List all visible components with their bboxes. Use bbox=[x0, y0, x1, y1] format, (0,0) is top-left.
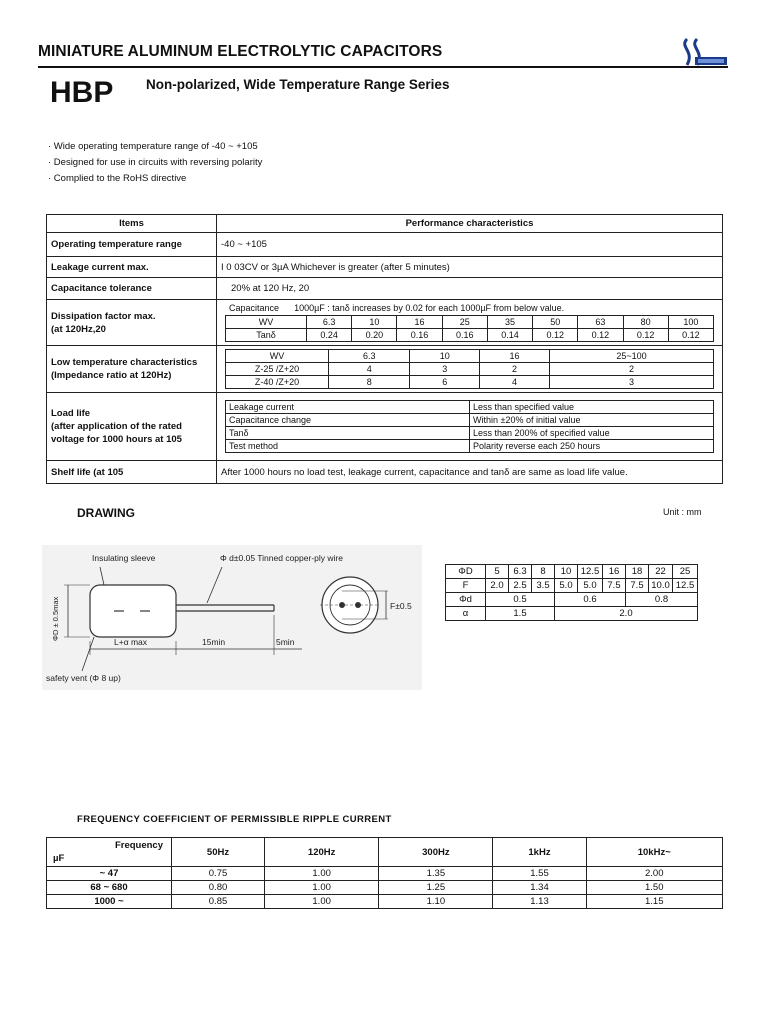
ripple-cell: 1.00 bbox=[265, 881, 379, 895]
range-label: ~ 47 bbox=[47, 867, 172, 881]
wv-cell: 25~100 bbox=[549, 350, 713, 363]
loadlife-table bbox=[225, 400, 714, 453]
loadlife-spec: Less than specified value bbox=[470, 401, 714, 414]
dim-cell: 16 bbox=[603, 565, 626, 579]
z40-label: Z-40 /Z+20 bbox=[226, 376, 329, 389]
series-code: HBP bbox=[50, 76, 114, 109]
tan-cell: 0.12 bbox=[578, 328, 623, 341]
capacitor-body bbox=[90, 585, 176, 637]
loadlife-item: Test method bbox=[226, 440, 470, 453]
cap-tol-label: Capacitance tolerance bbox=[47, 278, 217, 300]
dim-cell: 2.0 bbox=[555, 607, 698, 621]
freq-header: 300Hz bbox=[379, 838, 493, 867]
feature-list bbox=[48, 139, 262, 187]
z40-cell: 6 bbox=[410, 376, 480, 389]
z25-cell: 3 bbox=[410, 363, 480, 376]
unit-label: Unit : mm bbox=[663, 507, 702, 517]
ripple-cell: 0.80 bbox=[172, 881, 265, 895]
ripple-cell: 0.85 bbox=[172, 895, 265, 909]
wv-cell: 10 bbox=[352, 315, 397, 328]
dissipation-label-line: Dissipation factor max. bbox=[51, 310, 156, 322]
wv-cell: 25 bbox=[442, 315, 487, 328]
ripple-cell: 1.10 bbox=[379, 895, 493, 909]
range-label: 68 ~ 680 bbox=[47, 881, 172, 895]
dim-cell: 0.6 bbox=[555, 593, 626, 607]
dim-cell: 0.8 bbox=[626, 593, 698, 607]
z25-cell: 2 bbox=[480, 363, 550, 376]
lowtemp-cell bbox=[217, 346, 723, 393]
lowtemp-label-line: (Impedance ratio at 120Hz) bbox=[51, 370, 172, 381]
dim-cell: 10.0 bbox=[649, 579, 673, 593]
ripple-cell: 0.75 bbox=[172, 867, 265, 881]
loadlife-label-line: (after application of the rated bbox=[51, 421, 182, 432]
z40-cell: 4 bbox=[480, 376, 550, 389]
ripple-cell: 1.00 bbox=[265, 867, 379, 881]
table-row bbox=[226, 440, 714, 453]
dim-cell: 5 bbox=[486, 565, 509, 579]
ripple-cell: 1.35 bbox=[379, 867, 493, 881]
dim-cell: 18 bbox=[626, 565, 649, 579]
ripple-cell: 2.00 bbox=[586, 867, 723, 881]
loadlife-item: Capacitance change bbox=[226, 414, 470, 427]
dissipation-table bbox=[225, 315, 714, 342]
dim-cell: 5.0 bbox=[578, 579, 603, 593]
dissipation-note-cap: Capacitance bbox=[229, 302, 280, 313]
table-row bbox=[226, 401, 714, 414]
table-row bbox=[226, 315, 714, 328]
range-label: 1000 ~ bbox=[47, 895, 172, 909]
tan-cell: 0.20 bbox=[352, 328, 397, 341]
dim-cell: 3.5 bbox=[532, 579, 555, 593]
wv-cell: 6.3 bbox=[307, 315, 352, 328]
loadlife-spec: Polarity reverse each 250 hours bbox=[470, 440, 714, 453]
dim-cell: 5.0 bbox=[555, 579, 578, 593]
loadlife-item: Leakage current bbox=[226, 401, 470, 414]
table-row bbox=[226, 427, 714, 440]
tan-cell: 0.12 bbox=[623, 328, 668, 341]
wv-cell: 100 bbox=[668, 315, 713, 328]
dim-cell: 0.5 bbox=[486, 593, 555, 607]
z40-cell: 3 bbox=[549, 376, 713, 389]
dim-cell: 12.5 bbox=[673, 579, 698, 593]
min5-label: 5min bbox=[276, 637, 295, 647]
ripple-cell: 1.00 bbox=[265, 895, 379, 909]
capacitor-drawing bbox=[42, 545, 422, 690]
header-rule bbox=[38, 66, 728, 68]
cap-tol-value: 20% at 120 Hz, 20 bbox=[217, 278, 723, 300]
wv-label: WV bbox=[226, 350, 329, 363]
loadlife-label bbox=[47, 393, 217, 461]
dim-cell: 2.5 bbox=[509, 579, 532, 593]
dim-label: ΦD bbox=[446, 565, 486, 579]
table-row bbox=[47, 867, 723, 881]
dim-cell: 25 bbox=[673, 565, 698, 579]
loadlife-spec: Within ±20% of initial value bbox=[470, 414, 714, 427]
tan-cell: 0.24 bbox=[307, 328, 352, 341]
dimension-table bbox=[445, 564, 698, 621]
freq-header: 10kHz~ bbox=[586, 838, 723, 867]
dissipation-label bbox=[47, 300, 217, 346]
dissipation-note bbox=[229, 303, 714, 315]
wire-label: Φ d±0.05 Tinned copper-ply wire bbox=[220, 553, 343, 563]
table-row bbox=[226, 376, 714, 389]
feature-item: · Designed for use in circuits with reversing polarity bbox=[48, 157, 263, 168]
dissipation-note-text: 1000µF : tanδ increases by 0.02 for each 1000µF from below value. bbox=[294, 302, 565, 313]
lmax-label: L+α max bbox=[114, 637, 148, 647]
ripple-cell: 1.34 bbox=[493, 881, 586, 895]
z40-cell: 8 bbox=[329, 376, 410, 389]
table-row bbox=[446, 607, 698, 621]
wv-cell: 80 bbox=[623, 315, 668, 328]
wv-cell: 6.3 bbox=[329, 350, 410, 363]
col-performance: Performance characteristics bbox=[217, 215, 723, 233]
tan-cell: 0.12 bbox=[533, 328, 578, 341]
series-name: Non-polarized, Wide Temperature Range Series bbox=[146, 77, 450, 92]
tan-cell: 0.16 bbox=[442, 328, 487, 341]
tan-cell: 0.12 bbox=[668, 328, 713, 341]
freq-header: 50Hz bbox=[172, 838, 265, 867]
wv-cell: 63 bbox=[578, 315, 623, 328]
dim-cell: 12.5 bbox=[578, 565, 603, 579]
loadlife-spec: Less than 200% of specified value bbox=[470, 427, 714, 440]
dim-cell: 7.5 bbox=[626, 579, 649, 593]
dim-cell: 2.0 bbox=[486, 579, 509, 593]
leakage-label: Leakage current max. bbox=[47, 257, 217, 278]
op-temp-value: -40 ~ +105 bbox=[217, 233, 723, 257]
table-row bbox=[226, 363, 714, 376]
loadlife-cell bbox=[217, 393, 723, 461]
corner-uf: µF bbox=[53, 853, 65, 864]
dim-label: Φd bbox=[446, 593, 486, 607]
wv-cell: 35 bbox=[487, 315, 532, 328]
z25-cell: 2 bbox=[549, 363, 713, 376]
spec-table bbox=[46, 214, 723, 484]
leakage-value: I 0 03CV or 3µA Whichever is greater (after 5 minutes) bbox=[217, 257, 723, 278]
header-title: MINIATURE ALUMINUM ELECTROLYTIC CAPACITORS bbox=[38, 43, 443, 60]
ripple-table bbox=[46, 837, 723, 909]
tan-cell: 0.14 bbox=[487, 328, 532, 341]
lowtemp-label bbox=[47, 346, 217, 393]
wv-label: WV bbox=[226, 315, 307, 328]
table-row bbox=[446, 593, 698, 607]
wv-cell: 50 bbox=[533, 315, 578, 328]
ripple-cell: 1.55 bbox=[493, 867, 586, 881]
table-row bbox=[446, 565, 698, 579]
wv-cell: 10 bbox=[410, 350, 480, 363]
table-row bbox=[47, 838, 723, 867]
brand-logo bbox=[673, 37, 729, 67]
table-row bbox=[47, 881, 723, 895]
vent-label: safety vent (Φ 8 up) bbox=[46, 673, 121, 683]
dissipation-cell bbox=[217, 300, 723, 346]
freq-header: 120Hz bbox=[265, 838, 379, 867]
ripple-corner bbox=[47, 838, 172, 867]
table-row bbox=[226, 328, 714, 341]
ripple-title: FREQUENCY COEFFICIENT OF PERMISSIBLE RIPPLE CURRENT bbox=[77, 814, 392, 825]
dim-cell: 10 bbox=[555, 565, 578, 579]
shelf-label: Shelf life (at 105 bbox=[47, 461, 217, 484]
lowtemp-table bbox=[225, 349, 714, 389]
dim-cell: 6.3 bbox=[509, 565, 532, 579]
loadlife-label-line: Load life bbox=[51, 408, 91, 419]
loadlife-label-line: voltage for 1000 hours at 105 bbox=[51, 434, 182, 445]
tan-label: Tanδ bbox=[226, 328, 307, 341]
dim-label: F bbox=[446, 579, 486, 593]
freq-header: 1kHz bbox=[493, 838, 586, 867]
wv-cell: 16 bbox=[397, 315, 442, 328]
dmax-label: ΦD ± 0.5max bbox=[51, 596, 60, 641]
z25-label: Z-25 /Z+20 bbox=[226, 363, 329, 376]
drawing-title: DRAWING bbox=[77, 506, 135, 520]
f-label: F±0.5 bbox=[390, 601, 412, 611]
dim-cell: 7.5 bbox=[603, 579, 626, 593]
table-row bbox=[47, 895, 723, 909]
dim-label: α bbox=[446, 607, 486, 621]
table-row bbox=[226, 414, 714, 427]
ripple-cell: 1.15 bbox=[586, 895, 723, 909]
dim-cell: 8 bbox=[532, 565, 555, 579]
feature-item: · Complied to the RoHS directive bbox=[48, 173, 187, 184]
table-row bbox=[226, 350, 714, 363]
dissipation-label-line: (at 120Hz,20 bbox=[51, 323, 106, 335]
ripple-cell: 1.13 bbox=[493, 895, 586, 909]
table-row bbox=[446, 579, 698, 593]
min15-label: 15min bbox=[202, 637, 226, 647]
z25-cell: 4 bbox=[329, 363, 410, 376]
feature-item: · Wide operating temperature range of -40 ~ +105 bbox=[48, 141, 258, 152]
sleeve-label: Insulating sleeve bbox=[92, 553, 156, 563]
tan-cell: 0.16 bbox=[397, 328, 442, 341]
ripple-cell: 1.50 bbox=[586, 881, 723, 895]
corner-frequency: Frequency bbox=[114, 840, 163, 851]
col-items: Items bbox=[47, 215, 217, 233]
loadlife-item: Tanδ bbox=[226, 427, 470, 440]
ripple-cell: 1.25 bbox=[379, 881, 493, 895]
lowtemp-label-line: Low temperature characteristics bbox=[51, 357, 198, 368]
op-temp-label: Operating temperature range bbox=[47, 233, 217, 257]
shelf-value: After 1000 hours no load test, leakage current, capacitance and tanδ are same as load life value. bbox=[217, 461, 723, 484]
wv-cell: 16 bbox=[480, 350, 550, 363]
dim-cell: 1.5 bbox=[486, 607, 555, 621]
dim-cell: 22 bbox=[649, 565, 673, 579]
